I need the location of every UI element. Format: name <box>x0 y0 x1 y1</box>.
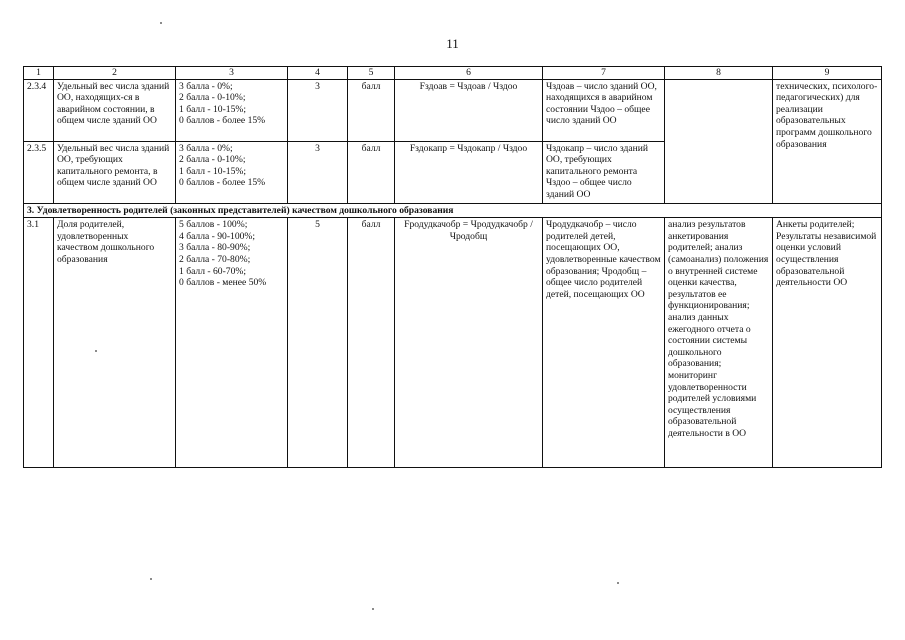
method-cell-empty <box>665 79 773 203</box>
indicator-name: Удельный вес числа зданий ОО, находящих-ся в аварийном состоянии, в общем числе зданий ОО <box>54 79 176 141</box>
scale-line: 0 баллов - более 15% <box>179 177 266 189</box>
indicator-number: 3.1 <box>24 218 54 468</box>
data-source: Анкеты родителей; Результаты независимой оценки условий осуществления образовательной деятельности ОО <box>773 218 882 468</box>
header-cell: 5 <box>348 67 395 80</box>
indicator-number: 2.3.4 <box>24 79 54 141</box>
scale-line: 3 балла - 80-90%; <box>179 242 251 254</box>
header-cell: 2 <box>54 67 176 80</box>
formula: Fздокапр = Чздокапр / Чздоо <box>395 141 543 203</box>
unit: балл <box>348 141 395 203</box>
section-title: 3. Удовлетворенность родителей (законных представителей) качеством дошкольного образования <box>24 203 882 218</box>
score-scale <box>176 79 288 141</box>
formula-description: Чздокапр – число зданий ОО, требующих капитального ремонта Чздоо – общее число зданий ОО <box>543 141 665 203</box>
scale-line: 4 балла - 90-100%; <box>179 230 256 242</box>
max-score: 3 <box>288 79 348 141</box>
score-scale <box>176 218 288 468</box>
source-cell-continued: технических, психолого-педагогических) для реализации образовательных программ дошкольного образования <box>773 79 882 203</box>
formula: Fздоав = Чздоав / Чздоо <box>395 79 543 141</box>
formula: Fродудкачобр = Чродудкачобр / Чродобщ <box>395 218 543 468</box>
indicator-table <box>23 66 882 468</box>
scale-line: 1 балл - 60-70%; <box>179 265 247 277</box>
header-cell: 6 <box>395 67 543 80</box>
indicator-number: 2.3.5 <box>24 141 54 203</box>
scan-speck <box>617 582 619 584</box>
scan-speck <box>160 22 162 24</box>
scale-line: 2 балла - 0-10%; <box>179 154 246 166</box>
scale-line: 0 баллов - менее 50% <box>179 277 267 289</box>
scan-speck <box>150 578 152 580</box>
scale-line: 2 балла - 0-10%; <box>179 92 246 104</box>
scale-line: 5 баллов - 100%; <box>179 219 248 231</box>
score-scale <box>176 141 288 203</box>
max-score: 3 <box>288 141 348 203</box>
table-row <box>24 79 882 141</box>
header-cell: 9 <box>773 67 882 80</box>
header-cell: 7 <box>543 67 665 80</box>
scale-line: 1 балл - 10-15%; <box>179 165 247 177</box>
table-row <box>24 218 882 468</box>
header-cell: 1 <box>24 67 54 80</box>
scale-line: 3 балла - 0%; <box>179 142 233 154</box>
unit: балл <box>348 218 395 468</box>
scan-speck <box>372 608 374 610</box>
max-score: 5 <box>288 218 348 468</box>
scale-line: 3 балла - 0%; <box>179 80 233 92</box>
header-cell: 3 <box>176 67 288 80</box>
page-number: 11 <box>446 36 459 51</box>
header-cell: 4 <box>288 67 348 80</box>
formula-description: Чродудкачобр – число родителей детей, посещающих ОО, удовлетворенные качеством образования; Чродобщ – общее число родителей детей, посещающих ОО <box>543 218 665 468</box>
scale-line: 2 балла - 70-80%; <box>179 253 251 265</box>
indicator-name: Доля родителей, удовлетворенных качеством дошкольного образования <box>54 218 176 468</box>
unit: балл <box>348 79 395 141</box>
scale-line: 1 балл - 10-15%; <box>179 103 247 115</box>
indicator-name: Удельный вес числа зданий ОО, требующих капитального ремонта, в общем числе зданий ОО <box>54 141 176 203</box>
header-cell: 8 <box>665 67 773 80</box>
scale-line: 0 баллов - более 15% <box>179 115 266 127</box>
table-header-row <box>24 67 882 80</box>
analysis-method: анализ результатов анкетирования родителей; анализ (самоанализ) положения о внутренней системе оценки качества, результатов ее функционирования; анализ данных ежегодного отчета о состоянии системы дошкольного образования; мониторинг удовлетворенности родителей условиями осуществления образовательной деятельности в ОО <box>665 218 773 468</box>
formula-description: Чздоав – число зданий ОО, находящихся в аварийном состоянии Чздоо – общее число зданий ОО <box>543 79 665 141</box>
section-row <box>24 203 882 218</box>
scan-speck <box>95 350 97 352</box>
